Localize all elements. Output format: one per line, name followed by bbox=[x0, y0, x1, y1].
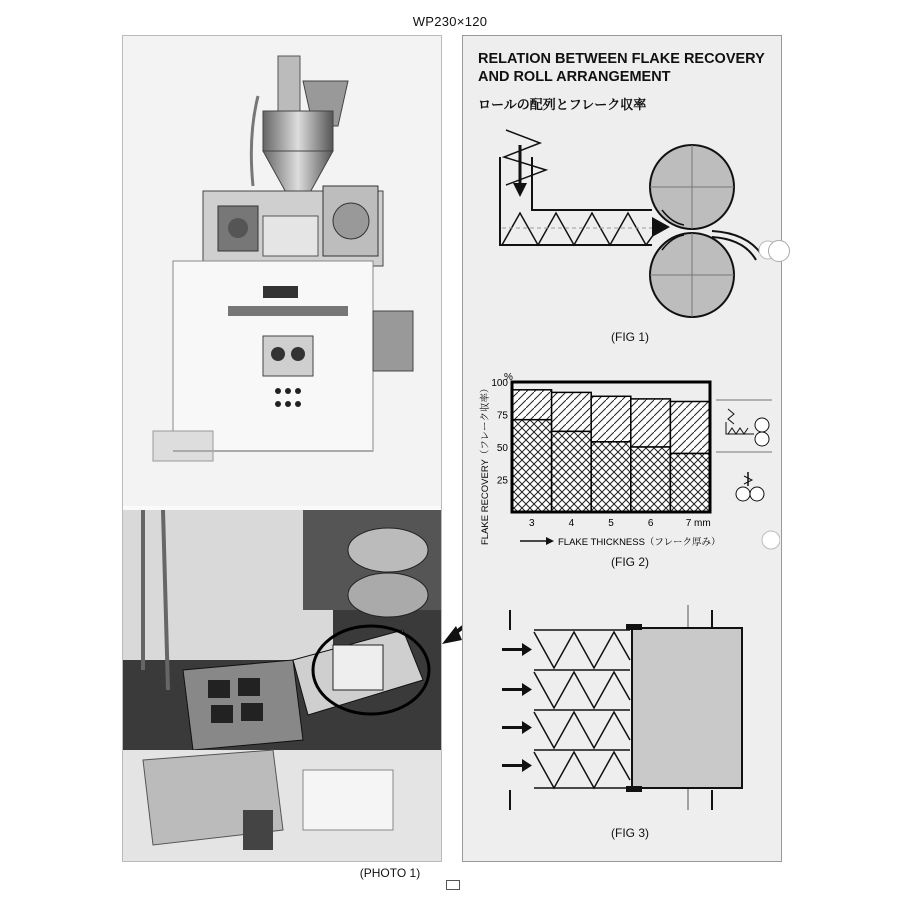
bar-base-recovery bbox=[670, 454, 710, 513]
photo-caption: (PHOTO 1) bbox=[359, 866, 421, 880]
y-tick-label: 25 bbox=[496, 475, 508, 487]
y-tick-label: 50 bbox=[496, 443, 508, 454]
y-tick-label: 75 bbox=[496, 410, 508, 422]
x-tick-label: 5 bbox=[608, 518, 614, 529]
section-title-line2: AND ROLL ARRANGEMENT bbox=[478, 69, 671, 85]
x-tick-label: 4 bbox=[568, 518, 575, 529]
punch-hole-icon bbox=[768, 240, 790, 262]
section-title-line1: RELATION BETWEEN FLAKE RECOVERY bbox=[478, 51, 765, 67]
fig2-chart bbox=[462, 360, 780, 555]
bar-total-recovery bbox=[631, 399, 671, 447]
x-axis-label: FLAKE THICKNESS（フレーク厚み） bbox=[558, 537, 721, 548]
page-number-box bbox=[446, 880, 460, 890]
feeder-arrangement-icon bbox=[726, 409, 769, 446]
bar-base-recovery bbox=[512, 420, 552, 512]
direct-feed-icon bbox=[736, 472, 764, 501]
y-axis-label: FLAKE RECOVERY（フレーク収率） bbox=[480, 383, 491, 545]
x-tick-label: 6 bbox=[647, 518, 654, 529]
fig3-diagram bbox=[462, 600, 780, 815]
fig2-caption: (FIG 2) bbox=[611, 555, 649, 569]
bar-base-recovery bbox=[591, 442, 631, 512]
y-tick-label: 100 bbox=[491, 378, 508, 389]
bar-total-recovery bbox=[512, 390, 552, 420]
x-tick-label: 7 mm bbox=[685, 518, 711, 529]
machine-photo-top bbox=[123, 36, 441, 506]
photo-panel bbox=[122, 35, 442, 862]
fig1-caption: (FIG 1) bbox=[611, 330, 649, 344]
machine-photo-bottom bbox=[123, 510, 441, 861]
fig3-caption: (FIG 3) bbox=[611, 826, 649, 840]
fig1-diagram bbox=[462, 115, 780, 330]
x-tick-label: 3 bbox=[529, 518, 535, 529]
bar-total-recovery bbox=[670, 402, 710, 454]
bar-base-recovery bbox=[552, 431, 592, 512]
section-title-japanese: ロールの配列とフレーク収率 bbox=[478, 97, 647, 112]
bar-total-recovery bbox=[591, 396, 631, 442]
model-label: WP230×120 bbox=[412, 14, 488, 29]
bar-base-recovery bbox=[631, 447, 671, 512]
bar-total-recovery bbox=[552, 392, 592, 431]
y-unit-label: % bbox=[504, 372, 513, 383]
